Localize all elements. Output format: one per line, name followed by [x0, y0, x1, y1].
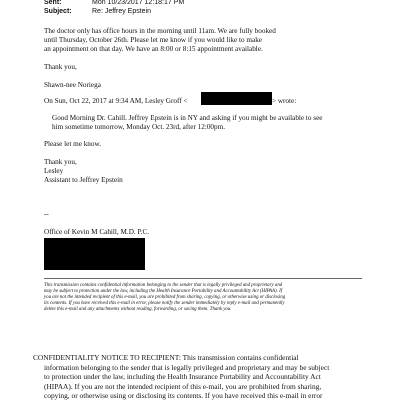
sign-title: Assistant to Jeffrey Epstein — [44, 176, 123, 184]
sender-name: Shawn-nee Noriega — [44, 81, 101, 89]
signature-dash: -- — [44, 210, 49, 218]
quote-intro-end: > wrote: — [272, 97, 297, 105]
disclaimer-line: you are not the intended recipient of this e-mail, you are prohibited from sharing, copying, or otherwise using or disclosing — [44, 295, 286, 300]
sign-thanks: Thank you, — [44, 158, 77, 166]
sent-label: Sent: — [44, 0, 62, 6]
body-line: an appointment on that day. We have an 8:00 or 8:15 appointment available. — [44, 45, 263, 53]
notice-line: copying, or otherwise using or disclosing its contents. If you have received this e-mail in error — [44, 391, 323, 400]
subject-value: Re: Jeffrey Epstein — [92, 8, 152, 15]
notice-line: (HIPAA). If you are not the intended recipient of this e-mail, you are prohibited from sharing, — [44, 382, 322, 391]
quoted-line: Good Morning Dr. Cahill. Jeffrey Epstein is in NY and asking if you might be available to see — [52, 114, 323, 122]
quoted-line: him sometime tomorrow, Monday Oct. 23rd, after 12:00pm. — [52, 123, 226, 131]
redaction-block — [44, 238, 145, 270]
disclaimer-line: its contents. If you have received this e-mail in error, please notify the sender immediately by reply e-mail and permanently — [44, 301, 285, 306]
divider — [44, 278, 362, 279]
please-line: Please let me know. — [44, 140, 102, 148]
notice-line: CONFIDENTIALITY NOTICE TO RECIPIENT: This transmission contains confidential — [33, 353, 299, 362]
thanks-line: Thank you, — [44, 63, 77, 71]
sent-value: Mon 10/23/2017 12:18:17 PM — [92, 0, 185, 6]
redaction-email — [201, 92, 272, 105]
quote-intro: On Sun, Oct 22, 2017 at 9:34 AM, Lesley Groff < — [44, 97, 188, 105]
office-name: Office of Kevin M Cahill, M.D. P.C. — [44, 228, 150, 236]
body-line: The doctor only has office hours in the morning until 11am. We are fully booked — [44, 27, 276, 35]
disclaimer-line: This transmission contains confidential information belonging to the sender that is legally privileged and proprietary and — [44, 283, 283, 288]
body-line: until Thursday, October 26th. Please let me know if you would like to make — [44, 36, 262, 44]
disclaimer-line: may be subject to protection under the law, including the Health Insurance Portability and Accountability Act (HIPAA). If — [44, 289, 283, 294]
subject-label: Subject: — [44, 8, 72, 15]
notice-line: to protection under the law, including the Health Insurance Portability and Accountability Act — [44, 372, 321, 381]
notice-line: information belonging to the sender that is legally privileged and proprietary and may be subject — [44, 363, 330, 372]
disclaimer-line: delete this e-mail and any attachments without reading, forwarding, or saving them. Thank you. — [44, 307, 232, 312]
sign-name: Lesley — [44, 167, 64, 175]
